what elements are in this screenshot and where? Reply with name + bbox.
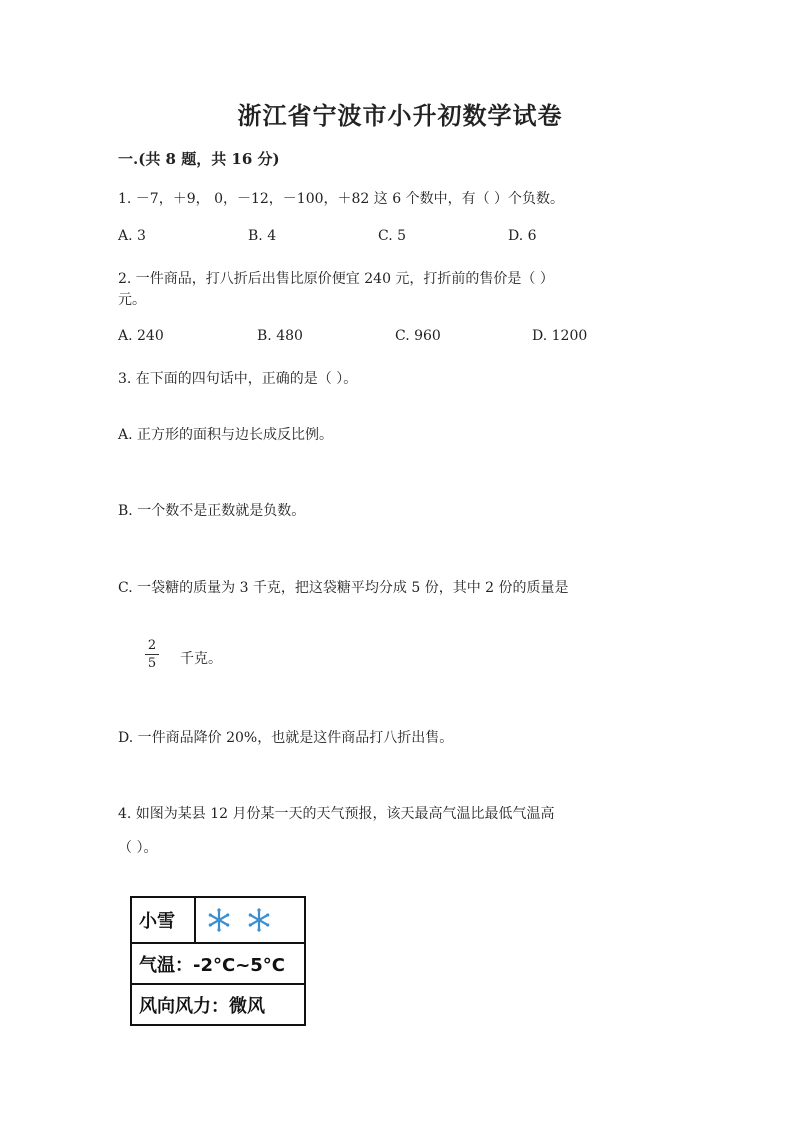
question-1-option-d: D. 6 (508, 228, 537, 244)
question-4-text-continued: （ ）。 (118, 840, 158, 856)
weather-temperature: 气温：-2°C~5°C (139, 954, 286, 976)
question-3-text: 3. 在下面的四句话中，正确的是（ ）。 (118, 371, 358, 387)
weather-row-wind (132, 985, 304, 1024)
question-2-option-a: A. 240 (118, 328, 164, 344)
page-title: 浙江省宁波市小升初数学试卷 (237, 101, 563, 130)
weather-row-condition (132, 898, 304, 944)
fraction-numerator: 2 (147, 638, 157, 653)
question-3-option-b: B. 一个数不是正数就是负数。 (118, 503, 306, 519)
question-2-option-c: C. 960 (395, 328, 441, 344)
weather-forecast-figure (130, 896, 306, 1026)
question-1-option-b: B. 4 (248, 228, 277, 244)
question-3-option-a: A. 正方形的面积与边长成反比例。 (118, 427, 334, 443)
weather-condition: 小雪 (139, 911, 175, 932)
section-heading: 一.(共 8 题，共 16 分) (118, 150, 280, 168)
fraction-two-fifths (145, 638, 159, 671)
weather-wind: 风向风力：微风 (139, 995, 265, 1017)
snowflake-icon (246, 907, 272, 933)
question-2-option-d: D. 1200 (532, 328, 588, 344)
question-3-option-d: D. 一件商品降价 20%，也就是这件商品打八折出售。 (118, 730, 454, 746)
weather-row-temperature (132, 944, 304, 985)
question-3-option-c-unit: 千克。 (180, 651, 222, 667)
question-3-option-c: C. 一袋糖的质量为 3 千克，把这袋糖平均分成 5 份，其中 2 份的质量是 (118, 580, 569, 596)
fraction-denominator: 5 (147, 656, 157, 671)
question-1-text: 1. －7，＋9， 0，－12，－100，＋82 这 6 个数中，有（ ）个负数。 (118, 191, 565, 207)
snowflake-icon (206, 907, 232, 933)
question-1-option-a: A. 3 (118, 228, 146, 244)
question-2-option-b: B. 480 (257, 328, 303, 344)
question-4-text: 4. 如图为某县 12 月份某一天的天气预报，该天最高气温比最低气温高 (118, 806, 555, 822)
question-1-option-c: C. 5 (378, 228, 407, 244)
question-2-text: 2. 一件商品，打八折后出售比原价便宜 240 元，打折前的售价是（ ） (118, 271, 554, 287)
question-2-text-continued: 元。 (118, 292, 146, 308)
